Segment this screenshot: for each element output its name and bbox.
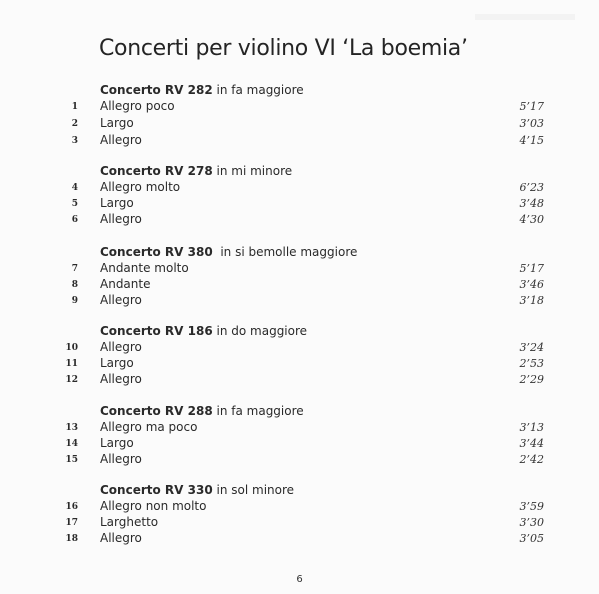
track-number: 18 — [65, 534, 78, 544]
page-number: 6 — [296, 574, 303, 585]
track-duration: 5’17 — [519, 262, 544, 275]
corner-mark — [475, 14, 575, 20]
track-row — [0, 293, 599, 309]
track-title: Allegro ma poco — [100, 420, 198, 434]
track-title: Largo — [100, 436, 134, 450]
track-number: 16 — [65, 502, 78, 512]
page-title: Concerti per violino VI ‘La boemia’ — [99, 36, 468, 61]
track-number: 9 — [71, 296, 78, 306]
track-duration: 3’24 — [519, 341, 544, 354]
concerto-name: Concerto RV 278 — [100, 164, 213, 178]
track-number: 12 — [65, 375, 78, 385]
track-row — [0, 99, 599, 115]
track-number: 17 — [65, 518, 78, 528]
track-title: Allegro poco — [100, 99, 175, 113]
track-row — [0, 531, 599, 547]
concerto-name: Concerto RV 288 — [100, 404, 213, 418]
concerto-name: Concerto RV 330 — [100, 483, 213, 497]
track-number: 11 — [65, 359, 78, 369]
concerto-key: in fa maggiore — [212, 83, 304, 97]
concerto-key: in fa maggiore — [212, 404, 304, 418]
track-row — [0, 420, 599, 436]
track-duration: 3’48 — [519, 197, 544, 210]
track-duration: 3’03 — [519, 117, 544, 130]
track-number: 4 — [71, 183, 78, 193]
track-number: 3 — [71, 136, 78, 146]
track-row — [0, 340, 599, 356]
track-title: Allegro — [100, 372, 142, 386]
track-title: Allegro — [100, 212, 142, 226]
track-row — [0, 212, 599, 228]
track-title: Andante molto — [100, 261, 189, 275]
track-number: 14 — [65, 439, 78, 449]
track-duration: 3’46 — [519, 278, 544, 291]
concerto-name: Concerto RV 186 — [100, 324, 213, 338]
track-title: Andante — [100, 277, 151, 291]
track-duration: 3’18 — [519, 294, 544, 307]
track-row — [0, 372, 599, 388]
track-number: 7 — [71, 264, 78, 274]
track-title: Largo — [100, 356, 134, 370]
concerto-heading — [100, 245, 357, 259]
track-title: Largo — [100, 196, 134, 210]
track-row — [0, 436, 599, 452]
track-title: Allegro molto — [100, 180, 181, 194]
track-duration: 6’23 — [519, 181, 544, 194]
track-duration: 2’53 — [519, 357, 544, 370]
concerto-key: in si bemolle maggiore — [212, 245, 358, 259]
track-number: 10 — [65, 343, 78, 353]
concerto-heading — [100, 83, 304, 97]
track-row — [0, 116, 599, 132]
concerto-name: Concerto RV 380 — [100, 245, 213, 259]
concerto-heading — [100, 324, 307, 338]
track-duration: 2’29 — [519, 373, 544, 386]
track-row — [0, 261, 599, 277]
concerto-heading — [100, 404, 304, 418]
track-duration: 4’30 — [519, 213, 544, 226]
concerto-heading — [100, 483, 294, 497]
track-row — [0, 133, 599, 149]
track-number: 6 — [71, 215, 78, 225]
track-duration: 4’15 — [519, 134, 544, 147]
track-duration: 5’17 — [519, 100, 544, 113]
track-number: 2 — [71, 119, 78, 129]
track-number: 8 — [71, 280, 78, 290]
track-title: Allegro non molto — [100, 499, 207, 513]
track-number: 1 — [71, 102, 78, 112]
track-duration: 3’30 — [519, 516, 544, 529]
track-title: Largo — [100, 116, 134, 130]
track-number: 15 — [65, 455, 78, 465]
track-row — [0, 515, 599, 531]
track-row — [0, 499, 599, 515]
track-duration: 2’42 — [519, 453, 544, 466]
track-duration: 3’05 — [519, 532, 544, 545]
track-title: Allegro — [100, 293, 142, 307]
concerto-key: in do maggiore — [212, 324, 308, 338]
track-row — [0, 180, 599, 196]
track-title: Allegro — [100, 531, 142, 545]
track-row — [0, 277, 599, 293]
concerto-key: in mi minore — [212, 164, 293, 178]
track-number: 5 — [71, 199, 78, 209]
track-row — [0, 196, 599, 212]
track-title: Allegro — [100, 452, 142, 466]
track-duration: 3’44 — [519, 437, 544, 450]
track-title: Allegro — [100, 340, 142, 354]
track-duration: 3’59 — [519, 500, 544, 513]
track-title: Larghetto — [100, 515, 159, 529]
concerto-heading — [100, 164, 292, 178]
track-number: 13 — [65, 423, 78, 433]
track-row — [0, 356, 599, 372]
concerto-key: in sol minore — [212, 483, 295, 497]
track-row — [0, 452, 599, 468]
track-title: Allegro — [100, 133, 142, 147]
track-duration: 3’13 — [519, 421, 544, 434]
concerto-name: Concerto RV 282 — [100, 83, 213, 97]
